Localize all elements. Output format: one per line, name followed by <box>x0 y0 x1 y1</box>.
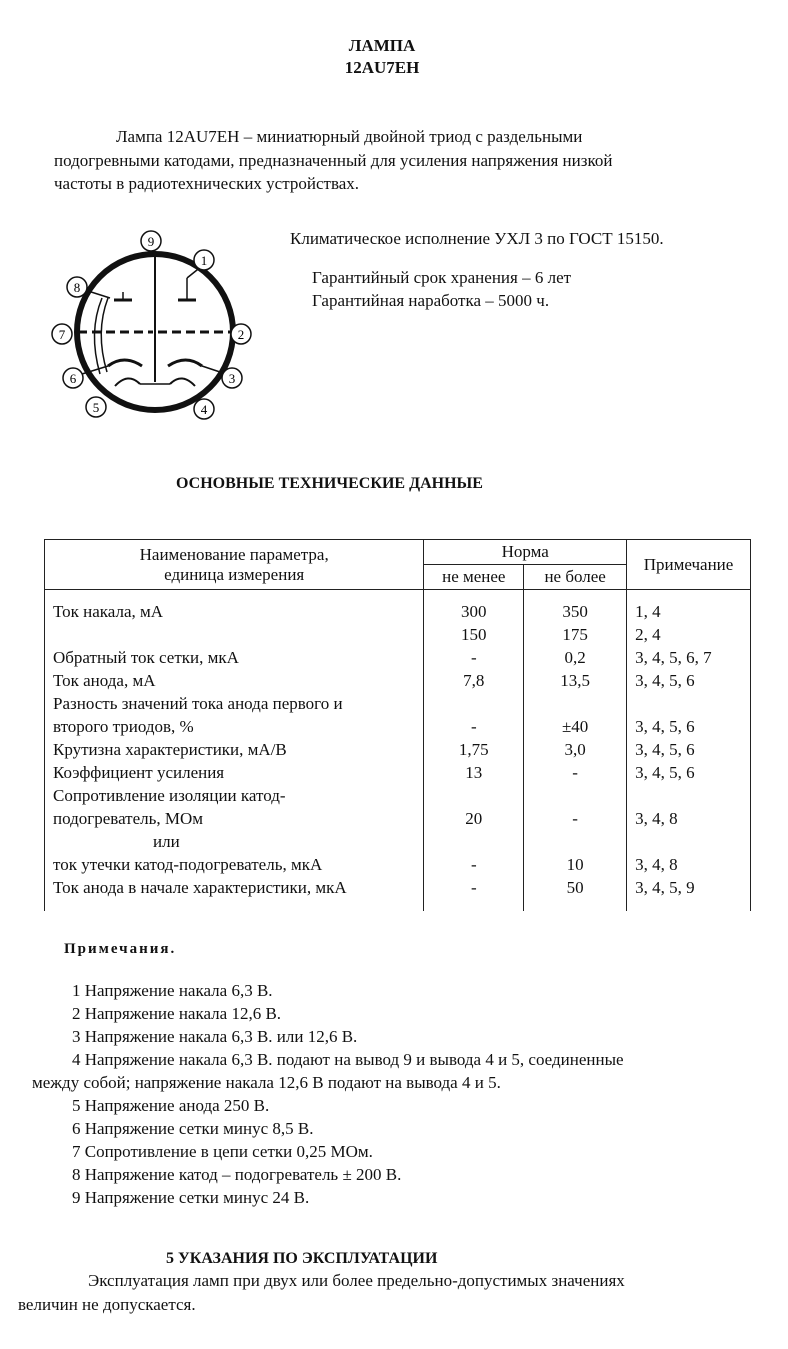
warranty-operation: Гарантийная наработка – 5000 ч. <box>312 291 550 310</box>
pin-1-label <box>194 250 214 270</box>
spec-note-cell <box>635 692 750 715</box>
spec-min-cell: - <box>470 855 477 874</box>
note-item: 1 Напряжение накала 6,3 В. <box>72 981 273 1000</box>
pin-7-label <box>52 324 72 344</box>
cathode-left <box>108 360 142 366</box>
spec-note-cell: 3, 4, 5, 6 <box>635 763 695 782</box>
note-item: 7 Сопротивление в цепи сетки 0,25 МОм. <box>72 1142 373 1161</box>
spec-name-cell: Сопротивление изоляции катод- <box>53 786 286 805</box>
svg-text:3: 3 <box>228 371 236 386</box>
spec-name-cell: Крутизна характеристики, мА/В <box>53 740 287 759</box>
spec-note-cell: 3, 4, 5, 6 <box>635 671 695 690</box>
spec-note-cell: 3, 4, 5, 6 <box>635 740 695 759</box>
spec-name-cell: или <box>153 832 180 851</box>
col-header-min: не менее <box>424 565 524 590</box>
spec-name-cell: Обратный ток сетки, мкА <box>53 648 239 667</box>
spec-max-cell <box>524 692 626 715</box>
pin-4-label <box>194 399 214 419</box>
spec-name-cell: второго триодов, % <box>53 717 194 736</box>
spec-name-cell: Разность значений тока анода первого и <box>53 694 343 713</box>
svg-text:5: 5 <box>92 400 100 415</box>
spec-max-cell: 0,2 <box>564 648 586 667</box>
spec-name-cell <box>53 623 423 646</box>
note-item: 5 Напряжение анода 250 В. <box>72 1096 270 1115</box>
spec-note-cell: 3, 4, 8 <box>635 809 678 828</box>
spec-note-cell: 1, 4 <box>635 602 661 621</box>
intro-line-1: Лампа 12AU7EH – миниатюрный двойной триод с раздельными <box>116 127 583 146</box>
spec-note-cell: 3, 4, 5, 6 <box>635 717 695 736</box>
spec-max-cell: 3,0 <box>564 740 586 759</box>
svg-text:9: 9 <box>147 234 155 249</box>
intro-line-2: подогревными катодами, предназначенный для усиления напряжения низкой <box>54 151 613 170</box>
spec-note-cell: 2, 4 <box>635 625 661 644</box>
spec-name-cell: подогреватель, МОм <box>53 809 204 828</box>
max-values-column <box>524 590 627 912</box>
pin-3-label <box>222 368 242 388</box>
spec-min-cell: - <box>470 648 477 667</box>
notes-list <box>32 979 624 1209</box>
spec-min-cell <box>424 784 523 807</box>
spec-min-cell: 150 <box>461 625 487 644</box>
spec-max-cell: ±40 <box>561 717 589 736</box>
spec-min-cell <box>424 830 523 853</box>
operation-line-1: Эксплуатация ламп при двух или более предельно-допустимых значениях <box>88 1271 625 1290</box>
note-item: 9 Напряжение сетки минус 24 В. <box>72 1188 310 1207</box>
spec-name-cell: Коэффициент усиления <box>53 763 225 782</box>
svg-text:7: 7 <box>58 327 66 342</box>
spec-min-cell: - <box>470 717 477 736</box>
spec-name-cell: Ток анода в начале характеристики, мкА <box>53 878 347 897</box>
svg-text:2: 2 <box>237 327 245 342</box>
spec-min-cell: 7,8 <box>463 671 485 690</box>
spec-name-cell: Ток накала, мА <box>53 602 164 621</box>
heater-left <box>115 378 140 386</box>
spec-max-cell: - <box>572 763 578 782</box>
spec-min-cell: 20 <box>465 809 483 828</box>
cathode-right <box>168 360 202 366</box>
intro-line-3: частоты в радиотехнических устройствах. <box>54 174 360 193</box>
document-title-line2: 12AU7EH <box>344 58 420 77</box>
operation-line-2: величин не допускается. <box>18 1295 196 1314</box>
heater-right <box>170 378 195 386</box>
note-item: 3 Напряжение накала 6,3 В. или 12,6 В. <box>72 1027 358 1046</box>
spec-max-cell: 13,5 <box>560 671 591 690</box>
spec-min-cell: 1,75 <box>458 740 489 759</box>
col-header-max: не более <box>524 565 627 590</box>
tube-pinout-diagram <box>40 226 270 426</box>
spec-min-cell: 300 <box>461 602 487 621</box>
spec-max-cell: 50 <box>566 878 584 897</box>
spec-min-cell: - <box>470 878 477 897</box>
svg-text:4: 4 <box>200 402 208 417</box>
col-header-norm: Норма <box>424 540 627 565</box>
note-item: между собой; напряжение накала 12,6 В подают на вывода 4 и 5. <box>32 1073 501 1092</box>
spec-note-cell <box>635 784 750 807</box>
climate-spec: Климатическое исполнение УХЛ 3 по ГОСТ 15150. <box>290 229 664 248</box>
pin-5-label <box>86 397 106 417</box>
notes-column <box>627 590 751 912</box>
spec-name-cell: ток утечки катод-подогреватель, мкА <box>53 855 323 874</box>
svg-text:1: 1 <box>200 253 208 268</box>
notes-heading: Примечания. <box>64 941 177 957</box>
svg-text:6: 6 <box>69 371 77 386</box>
pin-8-label <box>67 277 87 297</box>
spec-max-cell: 350 <box>562 602 588 621</box>
spec-min-cell: 13 <box>465 763 483 782</box>
pin-8-lead <box>88 291 110 298</box>
note-item: 2 Напряжение накала 12,6 В. <box>72 1004 282 1023</box>
spec-max-cell <box>524 784 626 807</box>
document-title-line1: ЛАМПА <box>348 36 416 55</box>
spec-note-cell: 3, 4, 5, 9 <box>635 878 695 897</box>
col-header-name-line1: Наименование параметра, <box>139 544 329 564</box>
note-item: 6 Напряжение сетки минус 8,5 В. <box>72 1119 314 1138</box>
note-item: 4 Напряжение накала 6,3 В. подают на вывод 9 и вывода 4 и 5, соединенные <box>72 1050 624 1069</box>
min-values-column <box>424 590 524 912</box>
param-names-column <box>45 590 424 912</box>
svg-text:8: 8 <box>73 280 81 295</box>
col-header-note: Примечание <box>627 540 751 590</box>
spec-max-cell: - <box>572 809 578 828</box>
spec-note-cell: 3, 4, 8 <box>635 855 678 874</box>
operation-heading: 5 УКАЗАНИЯ ПО ЭКСПЛУАТАЦИИ <box>166 1250 438 1267</box>
pin-9-label <box>141 231 161 251</box>
pin-6-label <box>63 368 83 388</box>
specs-table <box>44 539 751 911</box>
spec-note-cell <box>635 830 750 853</box>
col-header-name <box>45 540 424 590</box>
spec-note-cell: 3, 4, 5, 6, 7 <box>635 648 712 667</box>
note-item: 8 Напряжение катод – подогреватель ± 200 В. <box>72 1165 402 1184</box>
spec-name-cell: Ток анода, мА <box>53 671 156 690</box>
spec-max-cell: 175 <box>562 625 588 644</box>
pin-2-label <box>231 324 251 344</box>
spec-max-cell <box>524 830 626 853</box>
specs-heading: ОСНОВНЫЕ ТЕХНИЧЕСКИЕ ДАННЫЕ <box>176 475 483 492</box>
spec-max-cell: 10 <box>566 855 584 874</box>
spec-min-cell <box>424 692 523 715</box>
warranty-storage: Гарантийный срок хранения – 6 лет <box>312 268 572 287</box>
heater-line-inner <box>101 298 108 372</box>
col-header-name-line2: единица измерения <box>164 564 305 584</box>
